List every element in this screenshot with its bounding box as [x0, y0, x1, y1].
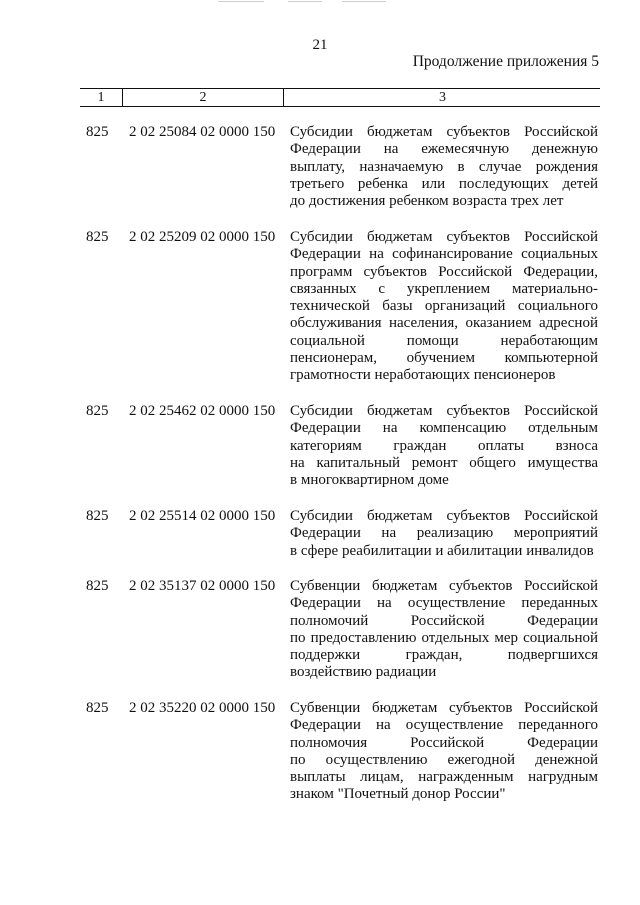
description-line: категориям граждан оплаты взноса: [290, 437, 598, 454]
description-line: Федерации на осуществление переданного: [290, 717, 598, 734]
description-line: Федерации на осуществление переданных: [290, 595, 598, 612]
description-line: до достижения ребенком возраста трех лет: [290, 193, 564, 210]
income-code: 2 02 35220 02 0000 150: [129, 700, 276, 716]
description-line: Субсидии бюджетам субъектов Российской: [290, 508, 598, 524]
admin-code: 825: [86, 124, 109, 140]
admin-code: 825: [86, 508, 109, 524]
income-code: 2 02 25462 02 0000 150: [129, 403, 276, 419]
description-line: Субсидии бюджетам субъектов Российской: [290, 403, 598, 419]
admin-code: 825: [86, 403, 109, 419]
description-line: по осуществлению ежегодной денежной: [290, 751, 598, 768]
row-description: [290, 578, 598, 682]
description-line: обслуживания населения, оказанием адресной: [290, 315, 598, 332]
income-code: 2 02 25514 02 0000 150: [129, 508, 276, 524]
description-line: выплату, назначаемую в случае рождения: [290, 158, 598, 175]
description-line: Федерации на софинансирование социальных: [290, 246, 598, 263]
description-line: Федерации на компенсацию отдельным: [290, 420, 598, 437]
description-line: Федерации на ежемесячную денежную: [290, 141, 598, 158]
description-line: полномочий Российской Федерации: [290, 612, 598, 629]
description-line: Субвенции бюджетам субъектов Российской: [290, 578, 598, 594]
description-line: на капитальный ремонт общего имущества: [290, 454, 598, 471]
admin-code: 825: [86, 578, 109, 594]
description-line: Федерации на реализацию мероприятий: [290, 525, 598, 542]
income-code: 2 02 25084 02 0000 150: [129, 124, 276, 140]
column-1-header: 1: [80, 89, 123, 106]
description-line: Субвенции бюджетам субъектов Российской: [290, 700, 598, 716]
description-line: знаком "Почетный донор России": [290, 786, 506, 803]
description-line: по предоставлению отдельных мер социальной: [290, 629, 598, 646]
description-line: в сфере реабилитации и абилитации инвалидов: [290, 542, 594, 559]
description-line: полномочия Российской Федерации: [290, 734, 598, 751]
description-line: технической базы организаций социального: [290, 298, 598, 315]
description-line: выплаты лицам, награжденным нагрудным: [290, 769, 598, 786]
row-description: [290, 700, 598, 804]
admin-code: 825: [86, 700, 109, 716]
admin-code: 825: [86, 229, 109, 245]
row-description: [290, 508, 598, 560]
row-description: [290, 403, 598, 489]
description-line: программ субъектов Российской Федерации,: [290, 263, 598, 280]
row-description: [290, 124, 598, 210]
description-line: воздействию радиации: [290, 664, 437, 681]
income-code: 2 02 25209 02 0000 150: [129, 229, 276, 245]
scan-artifact: [218, 0, 388, 4]
table-header: [80, 88, 600, 107]
income-code: 2 02 35137 02 0000 150: [129, 578, 276, 594]
column-3-header: 3: [439, 90, 446, 105]
description-line: социальной помощи неработающим: [290, 332, 598, 349]
description-line: грамотности неработающих пенсионеров: [290, 367, 556, 384]
row-description: [290, 229, 598, 385]
page-number: 21: [312, 37, 328, 53]
description-line: в многоквартирном доме: [290, 472, 449, 489]
description-line: Субсидии бюджетам субъектов Российской: [290, 229, 598, 245]
description-line: Субсидии бюджетам субъектов Российской: [290, 124, 598, 140]
description-line: поддержки граждан, подвергшихся: [290, 647, 598, 664]
description-line: пенсионерам, обучением компьютерной: [290, 350, 598, 367]
column-2-header: 2: [123, 89, 284, 106]
description-line: третьего ребенка или последующих детей: [290, 175, 598, 192]
continuation-title: Продолжение приложения 5: [412, 53, 599, 70]
description-line: связанных с укреплением материально-: [290, 280, 598, 297]
